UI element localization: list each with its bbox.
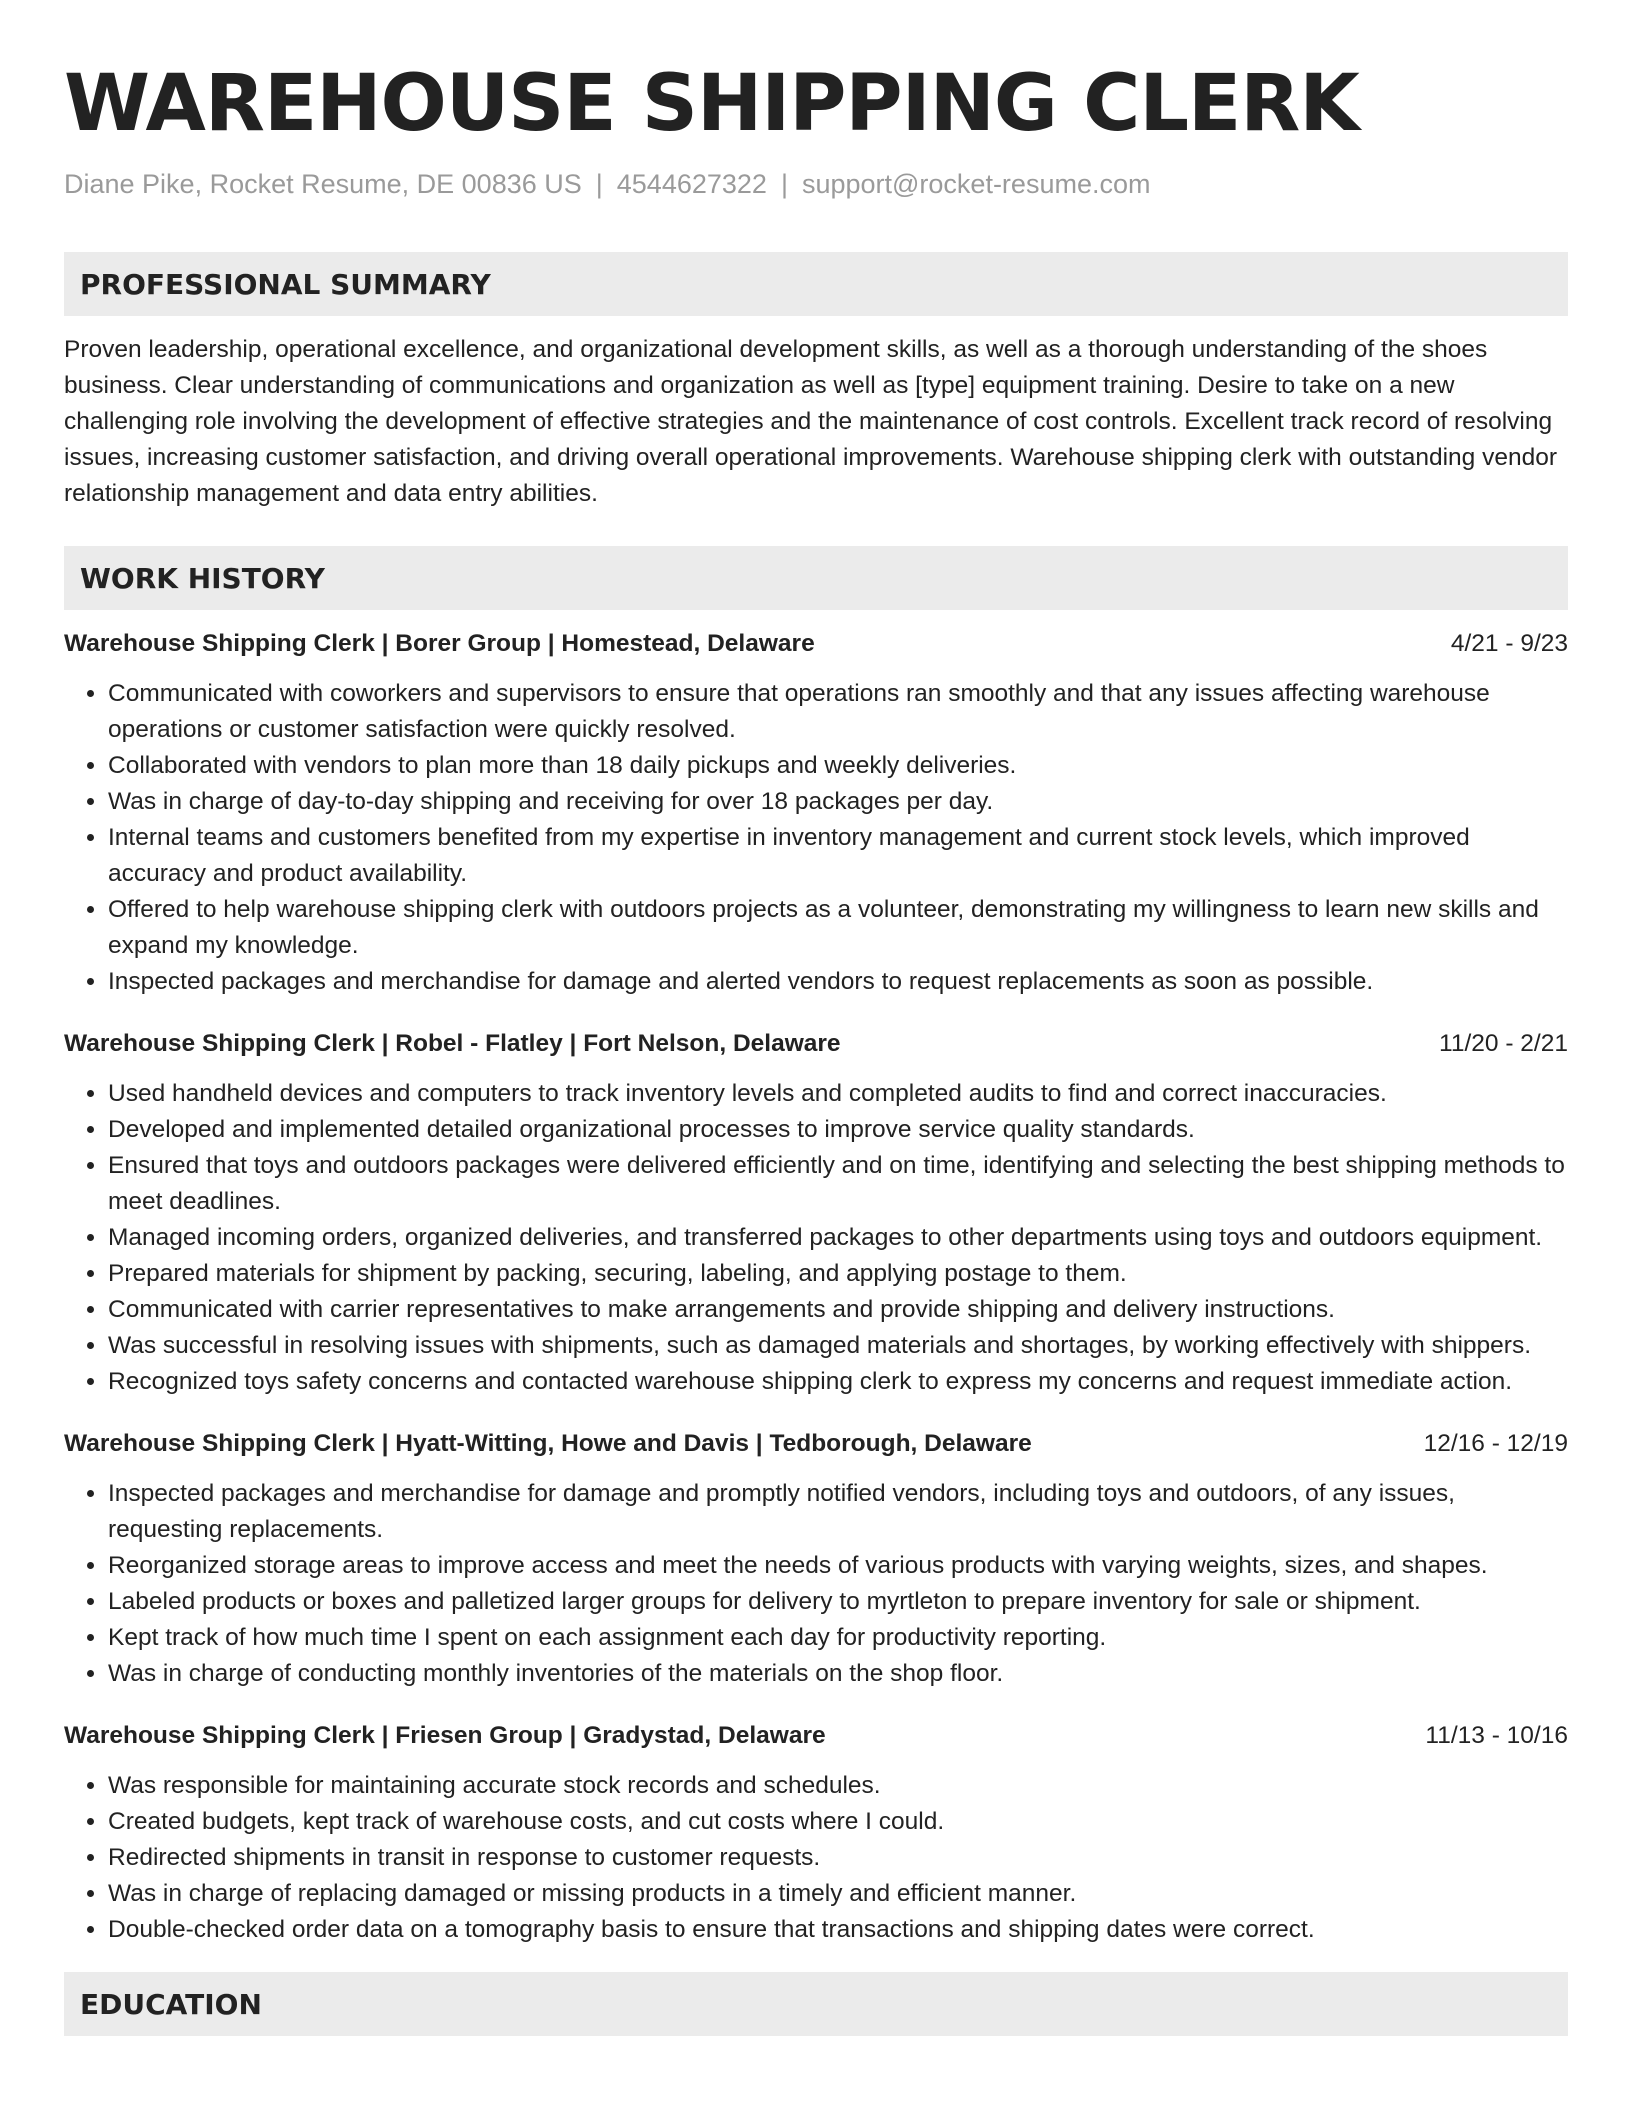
list-item: • Created budgets, kept track of warehouse costs, and cut costs where I could. [108, 1804, 1568, 1840]
list-item: • Managed incoming orders, organized deliveries, and transferred packages to other departments using toys and outdoors equipment. [108, 1220, 1568, 1256]
list-item: • Was in charge of replacing damaged or missing products in a timely and efficient manner. [108, 1876, 1568, 1912]
job-bullets [64, 676, 1568, 1000]
list-item: • Ensured that toys and outdoors packages were delivered efficiently and on time, identifying and selecting the best shipping methods to meet deadlines. [108, 1148, 1568, 1220]
job-dates: 11/20 - 2/21 [1439, 1030, 1568, 1057]
job-title: Warehouse Shipping Clerk | Friesen Group | Gradystad, Delaware [64, 1722, 826, 1749]
section-heading: WORK HISTORY [80, 561, 325, 595]
contact-address: Diane Pike, Rocket Resume, DE 00836 US [64, 169, 582, 199]
job-title: Warehouse Shipping Clerk | Robel - Flatley | Fort Nelson, Delaware [64, 1030, 841, 1057]
resume-title: WAREHOUSE SHIPPING CLERK [64, 59, 1359, 149]
list-item: • Used handheld devices and computers to track inventory levels and completed audits to find and correct inaccuracies. [108, 1076, 1568, 1112]
job-entry [64, 626, 1568, 1000]
contact-separator: | [780, 169, 788, 199]
job-entry [64, 1718, 1568, 1948]
list-item: • Reorganized storage areas to improve access and meet the needs of various products with varying weights, sizes, and shapes. [108, 1548, 1568, 1584]
job-header [64, 626, 1568, 662]
list-item: • Was successful in resolving issues with shipments, such as damaged materials and shortages, by working effectively with shippers. [108, 1328, 1568, 1364]
job-entry [64, 1026, 1568, 1400]
contact-separator: | [595, 169, 603, 199]
list-item: • Recognized toys safety concerns and contacted warehouse shipping clerk to express my concerns and request immediate action. [108, 1364, 1568, 1400]
list-item: • Inspected packages and merchandise for damage and promptly notified vendors, including toys and outdoors, of any issues, requesting replacements. [108, 1476, 1568, 1548]
section-header-work-history [64, 546, 1568, 610]
list-item: • Was in charge of conducting monthly inventories of the materials on the shop floor. [108, 1656, 1568, 1692]
list-item: • Prepared materials for shipment by packing, securing, labeling, and applying postage to them. [108, 1256, 1568, 1292]
list-item: • Communicated with coworkers and supervisors to ensure that operations ran smoothly and that any issues affecting warehouse operations or customer satisfaction were quickly resolved. [108, 676, 1568, 748]
list-item: • Kept track of how much time I spent on each assignment each day for productivity reporting. [108, 1620, 1568, 1656]
list-item: • Offered to help warehouse shipping clerk with outdoors projects as a volunteer, demonstrating my willingness to learn new skills and expand my knowledge. [108, 892, 1568, 964]
contact-phone: 4544627322 [616, 169, 767, 199]
job-header [64, 1026, 1568, 1062]
contact-line [64, 166, 1568, 202]
job-entry [64, 1426, 1568, 1692]
job-header [64, 1718, 1568, 1754]
list-item: • Was in charge of day-to-day shipping and receiving for over 18 packages per day. [108, 784, 1568, 820]
section-heading: PROFESSIONAL SUMMARY [80, 267, 491, 301]
job-bullets [64, 1476, 1568, 1692]
job-bullets [64, 1768, 1568, 1948]
job-bullets [64, 1076, 1568, 1400]
job-dates: 11/13 - 10/16 [1425, 1722, 1568, 1749]
list-item: • Redirected shipments in transit in response to customer requests. [108, 1840, 1568, 1876]
list-item: • Communicated with carrier representatives to make arrangements and provide shipping and delivery instructions. [108, 1292, 1568, 1328]
job-title: Warehouse Shipping Clerk | Hyatt-Witting, Howe and Davis | Tedborough, Delaware [64, 1430, 1032, 1457]
job-dates: 12/16 - 12/19 [1423, 1430, 1568, 1457]
section-header-summary [64, 252, 1568, 316]
list-item: • Was responsible for maintaining accurate stock records and schedules. [108, 1768, 1568, 1804]
section-heading: EDUCATION [80, 1987, 262, 2021]
job-header [64, 1426, 1568, 1462]
list-item: • Developed and implemented detailed organizational processes to improve service quality standards. [108, 1112, 1568, 1148]
list-item: • Internal teams and customers benefited from my expertise in inventory management and current stock levels, which improved accuracy and product availability. [108, 820, 1568, 892]
resume-page [64, 56, 1568, 2036]
contact-email: support@rocket-resume.com [801, 169, 1151, 199]
list-item: • Collaborated with vendors to plan more than 18 daily pickups and weekly deliveries. [108, 748, 1568, 784]
summary-text: Proven leadership, operational excellence, and organizational development skills, as well as a thorough understanding of the shoes business. Clear understanding of communications and organization as well as [type] equipment training. Desire to take on a new challenging role involving the development of effective strategies and the maintenance of cost controls. Excellent track record of resolving issues, increasing customer satisfaction, and driving overall operational improvements. Warehouse shipping clerk with outstanding vendor relationship management and data entry abilities. [64, 336, 1557, 507]
list-item: • Double-checked order data on a tomography basis to ensure that transactions and shipping dates were correct. [108, 1912, 1568, 1948]
job-dates: 4/21 - 9/23 [1450, 630, 1568, 657]
job-title: Warehouse Shipping Clerk | Borer Group | Homestead, Delaware [64, 630, 815, 657]
section-header-education [64, 1972, 1568, 2036]
list-item: • Labeled products or boxes and palletized larger groups for delivery to myrtleton to prepare inventory for sale or shipment. [108, 1584, 1568, 1620]
list-item: • Inspected packages and merchandise for damage and alerted vendors to request replacements as soon as possible. [108, 964, 1568, 1000]
